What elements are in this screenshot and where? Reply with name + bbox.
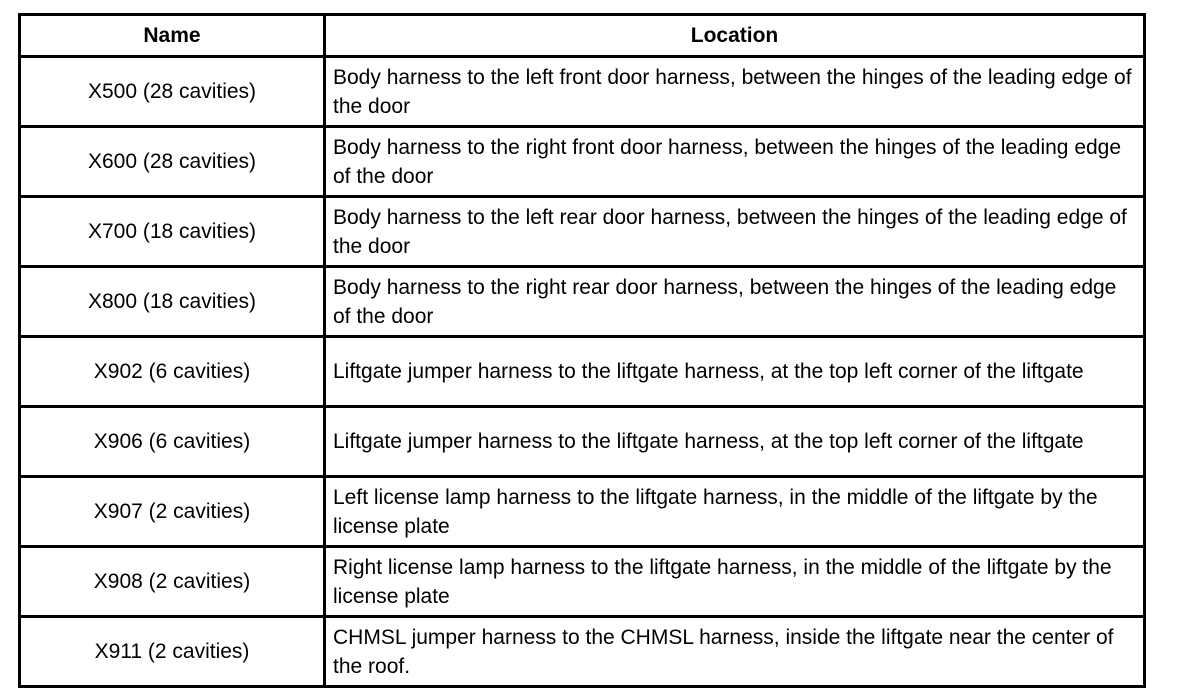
connector-name-cell: X906 (6 cavities) bbox=[20, 407, 325, 477]
table-row bbox=[20, 127, 1145, 197]
connector-location-cell: Liftgate jumper harness to the liftgate harness, at the top left corner of the liftgate bbox=[325, 407, 1145, 477]
header-location: Location bbox=[325, 15, 1145, 57]
connector-name-cell: X600 (28 cavities) bbox=[20, 127, 325, 197]
connector-location-cell: Body harness to the right rear door harness, between the hinges of the leading edge of the door bbox=[325, 267, 1145, 337]
connector-location-cell: CHMSL jumper harness to the CHMSL harness, inside the liftgate near the center of the roof. bbox=[325, 617, 1145, 687]
connector-name-cell: X907 (2 cavities) bbox=[20, 477, 325, 547]
table-header-row bbox=[20, 15, 1145, 57]
connector-location-cell: Right license lamp harness to the liftgate harness, in the middle of the liftgate by the license plate bbox=[325, 547, 1145, 617]
header-name: Name bbox=[20, 15, 325, 57]
connector-name-cell: X800 (18 cavities) bbox=[20, 267, 325, 337]
table-row bbox=[20, 197, 1145, 267]
table-row bbox=[20, 547, 1145, 617]
connector-name-cell: X500 (28 cavities) bbox=[20, 57, 325, 127]
table-row bbox=[20, 407, 1145, 477]
table-row bbox=[20, 477, 1145, 547]
connector-location-table bbox=[18, 13, 1146, 688]
connector-location-cell: Left license lamp harness to the liftgate harness, in the middle of the liftgate by the license plate bbox=[325, 477, 1145, 547]
connector-name-cell: X908 (2 cavities) bbox=[20, 547, 325, 617]
table-row bbox=[20, 57, 1145, 127]
connector-name-cell: X902 (6 cavities) bbox=[20, 337, 325, 407]
table-row bbox=[20, 337, 1145, 407]
connector-location-cell: Body harness to the right front door harness, between the hinges of the leading edge of the door bbox=[325, 127, 1145, 197]
connector-name-cell: X700 (18 cavities) bbox=[20, 197, 325, 267]
connector-location-cell: Liftgate jumper harness to the liftgate harness, at the top left corner of the liftgate bbox=[325, 337, 1145, 407]
table-row bbox=[20, 617, 1145, 687]
connector-location-cell: Body harness to the left rear door harness, between the hinges of the leading edge of the door bbox=[325, 197, 1145, 267]
table-row bbox=[20, 267, 1145, 337]
connector-location-cell: Body harness to the left front door harness, between the hinges of the leading edge of the door bbox=[325, 57, 1145, 127]
connector-name-cell: X911 (2 cavities) bbox=[20, 617, 325, 687]
